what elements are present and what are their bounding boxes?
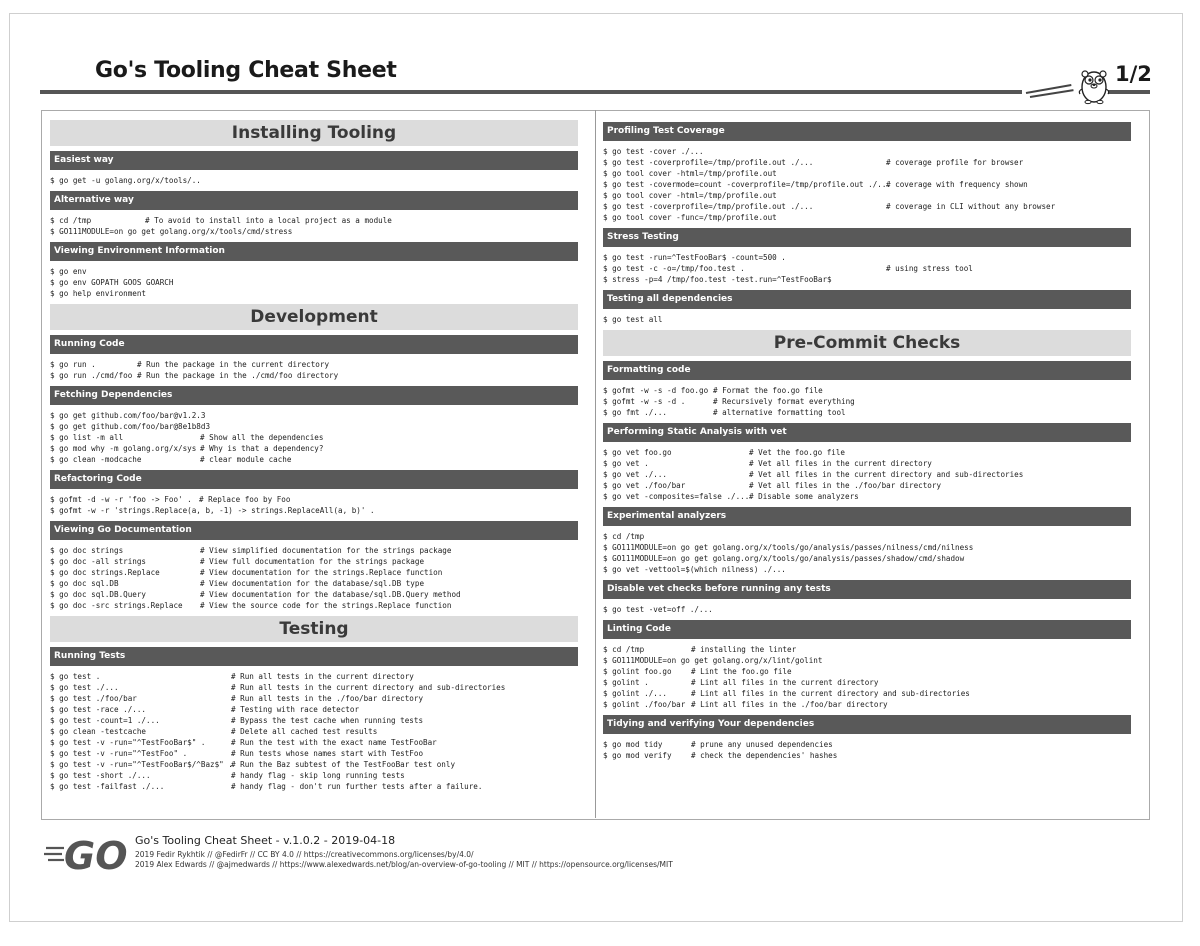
comment-text: # Delete all cached test results xyxy=(231,727,378,736)
subsection-heading-refactoring-code: Refactoring Code xyxy=(50,470,578,489)
subsection-heading-formatting-code: Formatting code xyxy=(603,361,1131,380)
code-block xyxy=(50,175,578,186)
code-line xyxy=(603,252,1131,263)
command-text: $ go doc -src strings.Replace xyxy=(50,601,183,610)
code-line xyxy=(603,263,1131,274)
code-line xyxy=(603,168,1131,179)
code-line xyxy=(50,494,578,505)
code-line xyxy=(50,589,578,600)
code-line xyxy=(603,447,1131,458)
code-line xyxy=(50,545,578,556)
code-block xyxy=(50,494,578,516)
code-line xyxy=(50,454,578,465)
code-line xyxy=(603,146,1131,157)
subsection-heading-easiest-way: Easiest way xyxy=(50,151,578,170)
code-block xyxy=(603,739,1131,761)
command-text: $ cd /tmp xyxy=(603,532,645,541)
code-line xyxy=(50,556,578,567)
subsection-heading-stress-testing: Stress Testing xyxy=(603,228,1131,247)
code-line xyxy=(50,370,578,381)
command-text: $ go help environment xyxy=(50,289,147,298)
code-line xyxy=(50,715,578,726)
command-text: $ go doc -all strings xyxy=(50,557,147,566)
comment-text: # Run all tests in the current directory xyxy=(231,672,414,681)
subsection-heading-disable-vet-checks-before-running-any-tests: Disable vet checks before running any tests xyxy=(603,580,1131,599)
command-text: $ go test -coverprofile=/tmp/profile.out ./... xyxy=(603,158,814,167)
command-text: $ go test -run=^TestFooBar$ -count=500 . xyxy=(603,253,786,262)
footer-license-2: 2019 Alex Edwards // @ajmedwards // https://www.alexedwards.net/blog/an-overview-of-go-tooling // MIT // https://opensource.org/licenses/MIT xyxy=(135,860,673,869)
subsection-heading-testing-all-dependencies: Testing all dependencies xyxy=(603,290,1131,309)
command-text: $ go test ./foo/bar xyxy=(50,694,137,703)
code-line xyxy=(603,564,1131,575)
comment-text: # Run all tests in the ./foo/bar directory xyxy=(231,694,424,703)
code-line xyxy=(603,699,1131,710)
command-text: $ go clean -modcache xyxy=(50,455,142,464)
section-heading-testing: Testing xyxy=(50,616,578,642)
code-line xyxy=(50,759,578,770)
command-text: $ go test -cover ./... xyxy=(603,147,704,156)
left-column xyxy=(50,119,578,797)
subsection-heading-experimental-analyzers: Experimental analyzers xyxy=(603,507,1131,526)
section-heading-installing-tooling: Installing Tooling xyxy=(50,120,578,146)
command-text: $ go test -short ./... xyxy=(50,771,151,780)
code-line xyxy=(50,359,578,370)
code-line xyxy=(50,671,578,682)
section-heading-development: Development xyxy=(50,304,578,330)
command-text: $ golint ./foo/bar xyxy=(603,700,686,709)
comment-text: # Lint the foo.go file xyxy=(691,667,792,676)
code-line xyxy=(603,314,1131,325)
code-block xyxy=(603,385,1131,418)
comment-text: # handy flag - don't run further tests after a failure. xyxy=(231,782,483,791)
command-text: $ gofmt -w -s -d . xyxy=(603,397,686,406)
code-line xyxy=(603,190,1131,201)
command-text: $ go vet ./foo/bar xyxy=(603,481,686,490)
comment-text: # View full documentation for the strings package xyxy=(200,557,425,566)
code-line xyxy=(50,748,578,759)
command-text: $ go tool cover -html=/tmp/profile.out xyxy=(603,169,777,178)
comment-text: # clear module cache xyxy=(200,455,292,464)
code-block xyxy=(603,252,1131,285)
comment-text: # check the dependencies' hashes xyxy=(691,751,838,760)
command-text: $ golint foo.go xyxy=(603,667,672,676)
code-line xyxy=(603,677,1131,688)
code-block xyxy=(50,671,578,792)
comment-text: # coverage with frequency shown xyxy=(886,180,1028,189)
code-line xyxy=(50,266,578,277)
command-text: $ go test -failfast ./... xyxy=(50,782,165,791)
command-text: $ go doc sql.DB.Query xyxy=(50,590,147,599)
column-divider xyxy=(595,110,596,818)
command-text: $ go test -v -run="^TestFooBar$" . xyxy=(50,738,206,747)
command-text: $ go clean -testcache xyxy=(50,727,147,736)
comment-text: # alternative formatting tool xyxy=(713,408,846,417)
command-text: $ go test -covermode=count -coverprofile=/tmp/profile.out ./... xyxy=(603,180,892,189)
code-block xyxy=(50,410,578,465)
command-text: $ go test all xyxy=(603,315,663,324)
code-line xyxy=(603,407,1131,418)
command-text: $ go run . xyxy=(50,360,96,369)
command-text: $ go get github.com/foo/bar@8e1b8d3 xyxy=(50,422,211,431)
code-line xyxy=(603,212,1131,223)
comment-text: # Run the package in the current directory xyxy=(137,360,330,369)
comment-text: # Testing with race detector xyxy=(231,705,360,714)
code-line xyxy=(603,385,1131,396)
subsection-heading-viewing-environment-information: Viewing Environment Information xyxy=(50,242,578,261)
code-line xyxy=(50,682,578,693)
code-block xyxy=(50,545,578,611)
command-text: $ gofmt -w -s -d foo.go xyxy=(603,386,709,395)
code-block xyxy=(603,604,1131,615)
command-text: $ go test -v -run="^TestFooBar$/^Baz$" . xyxy=(50,760,233,769)
code-line xyxy=(50,704,578,715)
comment-text: # Bypass the test cache when running tests xyxy=(231,716,424,725)
comment-text: # Run the test with the exact name TestFooBar xyxy=(231,738,437,747)
comment-text: # View simplified documentation for the strings package xyxy=(200,546,452,555)
comment-text: # View documentation for the database/sql.DB.Query method xyxy=(200,590,461,599)
comment-text: # Lint all files in the current directory xyxy=(691,678,879,687)
command-text: $ go test -coverprofile=/tmp/profile.out ./... xyxy=(603,202,814,211)
subsection-heading-linting-code: Linting Code xyxy=(603,620,1131,639)
command-text: $ go vet . xyxy=(603,459,649,468)
code-block xyxy=(603,447,1131,502)
comment-text: # Lint all files in the current directory and sub-directories xyxy=(691,689,970,698)
code-line xyxy=(603,157,1131,168)
comment-text: # Disable some analyzers xyxy=(749,492,859,501)
code-line xyxy=(50,443,578,454)
code-line xyxy=(603,458,1131,469)
section-heading-pre-commit-checks: Pre-Commit Checks xyxy=(603,330,1131,356)
comment-text: # View the source code for the strings.Replace function xyxy=(200,601,452,610)
comment-text: # Vet the foo.go file xyxy=(749,448,846,457)
gopher-mascot-icon xyxy=(1072,63,1116,107)
code-line xyxy=(603,644,1131,655)
comment-text: # Vet all files in the current directory and sub-directories xyxy=(749,470,1024,479)
comment-text: # installing the linter xyxy=(691,645,797,654)
comment-text: # Show all the dependencies xyxy=(200,433,324,442)
code-line xyxy=(603,655,1131,666)
command-text: $ go get -u golang.org/x/tools/.. xyxy=(50,176,201,185)
code-line xyxy=(50,737,578,748)
command-text: $ go test -v -run="^TestFoo" . xyxy=(50,749,188,758)
code-line xyxy=(603,531,1131,542)
comment-text: # To avoid to install into a local project as a module xyxy=(145,216,392,225)
command-text: $ go test -vet=off ./... xyxy=(603,605,713,614)
comment-text: # Run all tests in the current directory and sub-directories xyxy=(231,683,506,692)
command-text: $ go doc strings.Replace xyxy=(50,568,160,577)
command-text: $ go vet foo.go xyxy=(603,448,672,457)
subsection-heading-fetching-dependencies: Fetching Dependencies xyxy=(50,386,578,405)
command-text: $ go mod tidy xyxy=(603,740,663,749)
code-line xyxy=(50,175,578,186)
command-text: $ gofmt -d -w -r 'foo -> Foo' . xyxy=(50,495,192,504)
command-text: $ go env xyxy=(50,267,87,276)
command-text: $ go vet ./... xyxy=(603,470,668,479)
code-block xyxy=(50,215,578,237)
command-text: $ go get github.com/foo/bar@v1.2.3 xyxy=(50,411,206,420)
code-block xyxy=(603,644,1131,710)
command-text: $ go fmt ./... xyxy=(603,408,668,417)
command-text: $ go doc sql.DB xyxy=(50,579,119,588)
comment-text: # Run tests whose names start with TestFoo xyxy=(231,749,424,758)
code-line xyxy=(50,693,578,704)
code-block xyxy=(50,266,578,299)
command-text: $ go test -c -o=/tmp/foo.test . xyxy=(603,264,745,273)
code-line xyxy=(603,201,1131,212)
command-text: $ go tool cover -func=/tmp/profile.out xyxy=(603,213,777,222)
subsection-heading-performing-static-analysis-with-vet: Performing Static Analysis with vet xyxy=(603,423,1131,442)
comment-text: # View documentation for the database/sql.DB type xyxy=(200,579,425,588)
code-line xyxy=(603,396,1131,407)
code-line xyxy=(50,421,578,432)
code-block xyxy=(603,314,1131,325)
command-text: $ go mod verify xyxy=(603,751,672,760)
command-text: $ stress -p=4 /tmp/foo.test -test.run=^TestFooBar$ xyxy=(603,275,832,284)
code-line xyxy=(50,410,578,421)
footer-title: Go's Tooling Cheat Sheet - v.1.0.2 - 2019-04-18 xyxy=(135,834,396,847)
command-text: $ GO111MODULE=on go get golang.org/x/tools/go/analysis/passes/shadow/cmd/shadow xyxy=(603,554,965,563)
subsection-heading-running-code: Running Code xyxy=(50,335,578,354)
command-text: $ go tool cover -html=/tmp/profile.out xyxy=(603,191,777,200)
code-line xyxy=(50,215,578,226)
command-text: $ go test . xyxy=(50,672,101,681)
code-line xyxy=(603,604,1131,615)
code-line xyxy=(50,226,578,237)
code-line xyxy=(50,277,578,288)
code-block xyxy=(603,531,1131,575)
subsection-heading-viewing-go-documentation: Viewing Go Documentation xyxy=(50,521,578,540)
code-line xyxy=(50,726,578,737)
command-text: $ go test ./... xyxy=(50,683,119,692)
command-text: $ go vet -composites=false ./... xyxy=(603,492,750,501)
command-text: $ cd /tmp xyxy=(603,645,645,654)
command-text: $ gofmt -w -r 'strings.Replace(a, b, -1) -> strings.ReplaceAll(a, b)' . xyxy=(50,506,375,515)
command-text: $ GO111MODULE=on go get golang.org/x/tools/cmd/stress xyxy=(50,227,293,236)
subsection-heading-alternative-way: Alternative way xyxy=(50,191,578,210)
command-text: $ GO111MODULE=on go get golang.org/x/lint/golint xyxy=(603,656,823,665)
go-logo-text: GO xyxy=(64,836,128,872)
code-line xyxy=(50,781,578,792)
code-line xyxy=(603,274,1131,285)
comment-text: # coverage in CLI without any browser xyxy=(886,202,1056,211)
code-block xyxy=(50,359,578,381)
subsection-heading-tidying-and-verifying-your-dependencies: Tidying and verifying Your dependencies xyxy=(603,715,1131,734)
comment-text: # Vet all files in the ./foo/bar directory xyxy=(749,481,942,490)
page-number: 1/2 xyxy=(1115,62,1152,86)
comment-text: # Vet all files in the current directory xyxy=(749,459,932,468)
footer-license-1: 2019 Fedir Rykhtik // @FedirFr // CC BY 4.0 // https://creativecommons.org/licenses/by/4.0/ xyxy=(135,850,474,859)
subsection-heading-running-tests: Running Tests xyxy=(50,647,578,666)
code-line xyxy=(50,600,578,611)
comment-text: # Run the package in the ./cmd/foo directory xyxy=(137,371,339,380)
command-text: $ golint . xyxy=(603,678,649,687)
command-text: $ go test -race ./... xyxy=(50,705,147,714)
page-title: Go's Tooling Cheat Sheet xyxy=(95,58,397,83)
subsection-heading-profiling-test-coverage: Profiling Test Coverage xyxy=(603,122,1131,141)
comment-text: # Format the foo.go file xyxy=(713,386,823,395)
comment-text: # Why is that a dependency? xyxy=(200,444,324,453)
command-text: $ go test -count=1 ./... xyxy=(50,716,160,725)
code-line xyxy=(50,567,578,578)
command-text: $ go vet -vettool=$(which nilness) ./... xyxy=(603,565,786,574)
command-text: $ go list -m all xyxy=(50,433,124,442)
code-line xyxy=(603,542,1131,553)
comment-text: # Lint all files in the ./foo/bar directory xyxy=(691,700,888,709)
command-text: $ go env GOPATH GOOS GOARCH xyxy=(50,278,174,287)
code-line xyxy=(603,750,1131,761)
comment-text: # prune any unused dependencies xyxy=(691,740,833,749)
code-block xyxy=(603,146,1131,223)
comment-text: # using stress tool xyxy=(886,264,973,273)
code-line xyxy=(603,666,1131,677)
header-rule xyxy=(40,90,1022,94)
command-text: $ golint ./... xyxy=(603,689,668,698)
code-line xyxy=(50,432,578,443)
code-line xyxy=(603,553,1131,564)
code-line xyxy=(50,770,578,781)
code-line xyxy=(50,288,578,299)
comment-text: # View documentation for the strings.Replace function xyxy=(200,568,443,577)
code-line xyxy=(50,578,578,589)
code-line xyxy=(603,491,1131,502)
command-text: $ GO111MODULE=on go get golang.org/x/tools/go/analysis/passes/nilness/cmd/nilness xyxy=(603,543,974,552)
command-text: $ cd /tmp xyxy=(50,216,92,225)
right-column xyxy=(603,122,1131,766)
code-line xyxy=(603,739,1131,750)
code-line xyxy=(603,480,1131,491)
command-text: $ go doc strings xyxy=(50,546,124,555)
go-logo-icon xyxy=(44,836,130,872)
code-line xyxy=(603,688,1131,699)
comment-text: # Recursively format everything xyxy=(713,397,855,406)
code-line xyxy=(50,505,578,516)
command-text: $ go run ./cmd/foo xyxy=(50,371,133,380)
comment-text: # coverage profile for browser xyxy=(886,158,1024,167)
code-line xyxy=(603,469,1131,480)
comment-text: # handy flag - skip long running tests xyxy=(231,771,405,780)
command-text: $ go mod why -m golang.org/x/sys xyxy=(50,444,197,453)
code-line xyxy=(603,179,1131,190)
comment-text: # Run the Baz subtest of the TestFooBar test only xyxy=(231,760,456,769)
comment-text: # Replace foo by Foo xyxy=(199,495,291,504)
